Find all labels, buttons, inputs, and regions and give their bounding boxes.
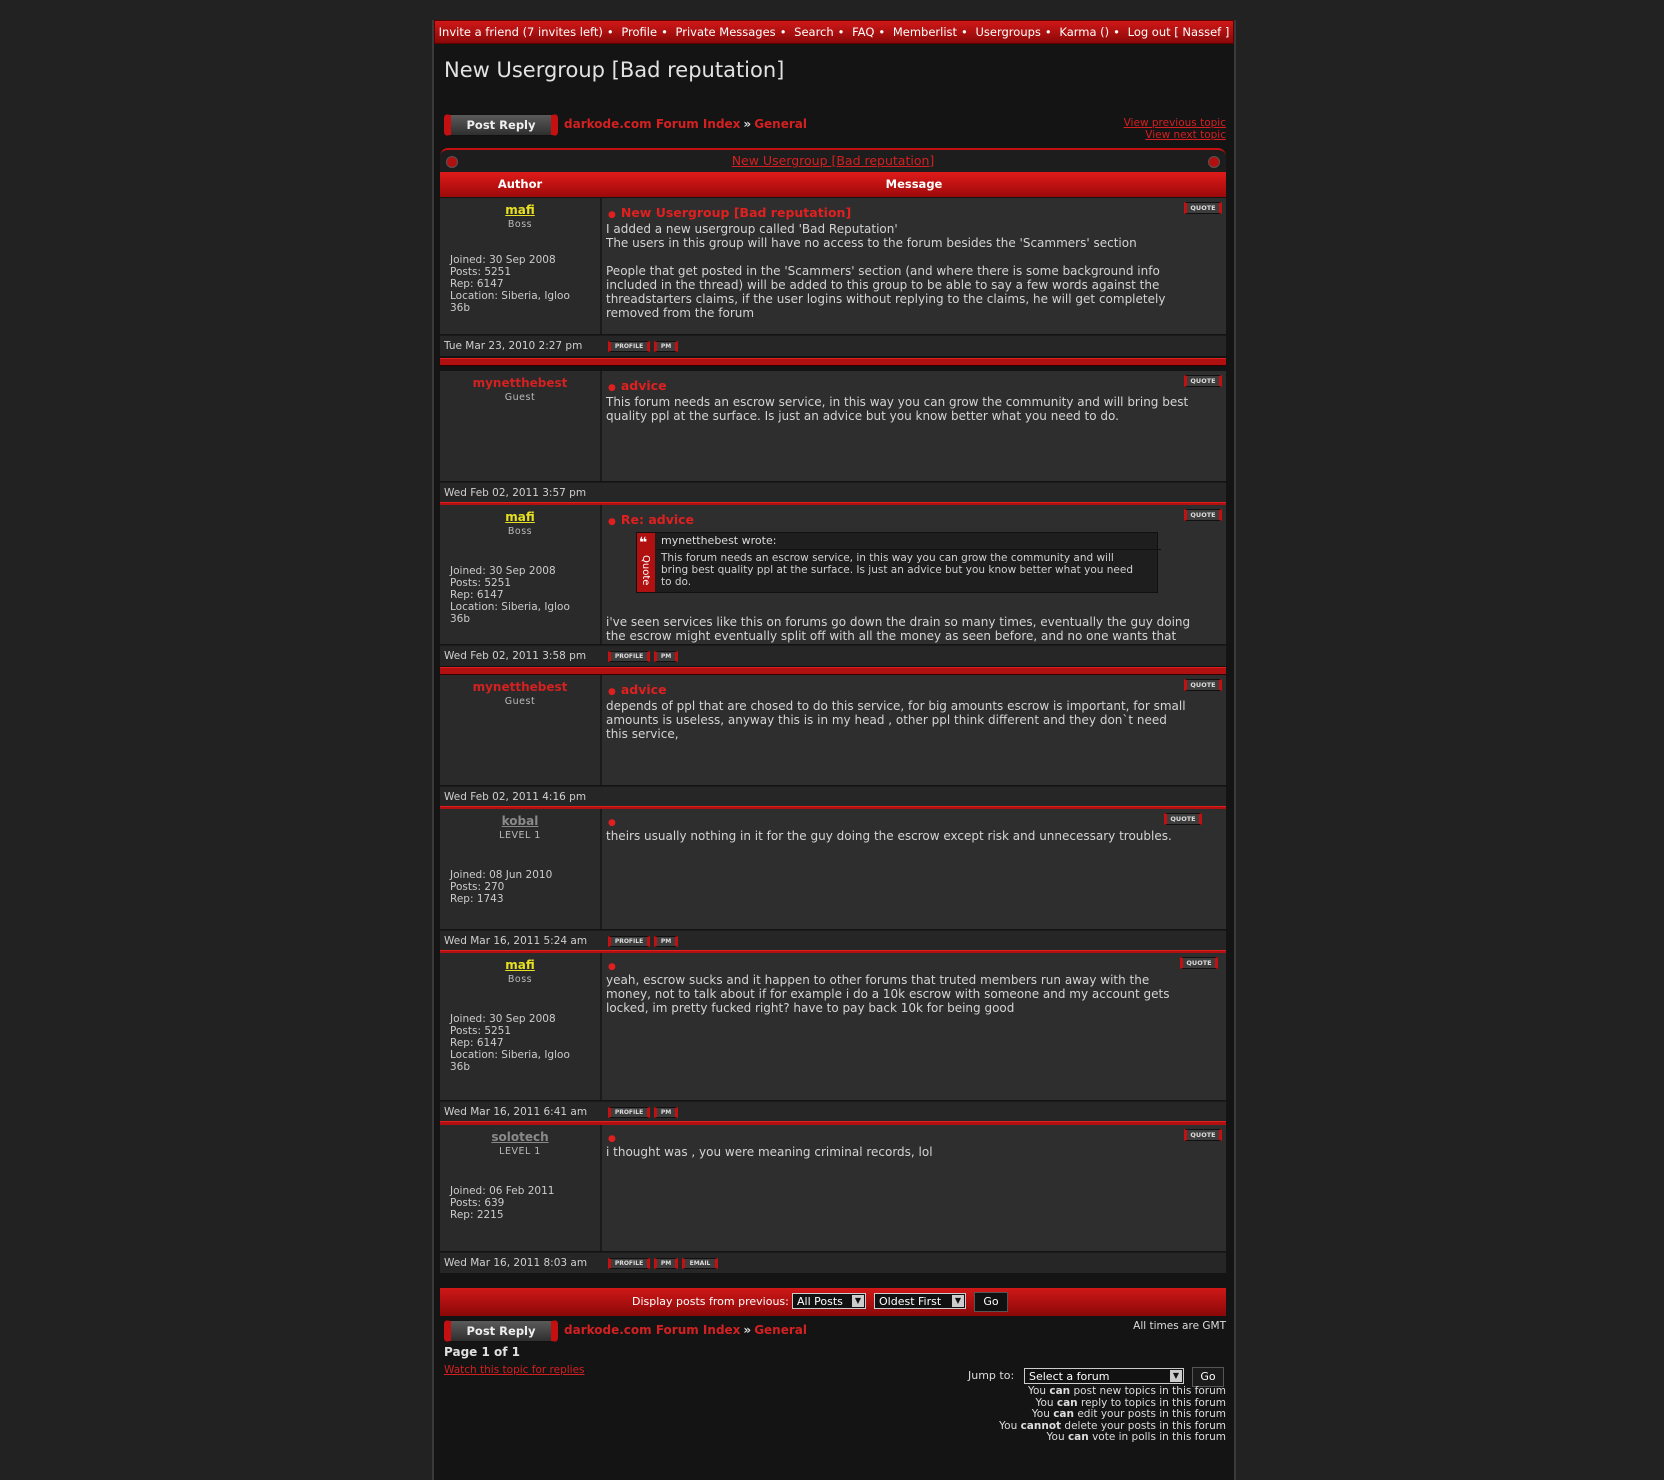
- table-header: [440, 172, 1226, 197]
- topic-header-bar: [440, 148, 1226, 172]
- pm-button[interactable]: PM: [654, 651, 678, 662]
- quote-button[interactable]: QUOTE: [1184, 1129, 1222, 1141]
- post-title: ● advice: [608, 378, 667, 393]
- post-body: yeah, escrow sucks and it happen to other forums that truted members run away with the money, not to talk about if for example i do a 10k escrow with someone and my account gets locked, im pretty fucked right? have to pay back 10k for being good: [606, 973, 1170, 1015]
- profile-button[interactable]: PROFILE: [608, 651, 650, 662]
- email-button[interactable]: EMAIL: [682, 1258, 718, 1269]
- nav-karma[interactable]: Karma (): [1059, 25, 1110, 39]
- display-range-select[interactable]: All Posts ▼: [792, 1293, 866, 1309]
- author-rank: Boss: [507, 219, 533, 230]
- author-rank: Boss: [507, 974, 533, 985]
- post-bullet-icon: ●: [608, 687, 616, 697]
- chevron-down-icon: ▼: [952, 1295, 964, 1307]
- quote-author: mynetthebest wrote:: [657, 533, 1161, 550]
- page-indicator: Page 1 of 1: [444, 1345, 520, 1359]
- author-rank: LEVEL 1: [499, 830, 541, 841]
- author-name[interactable]: mafi: [505, 958, 535, 972]
- post-bullet-icon: ●: [608, 383, 616, 393]
- profile-button[interactable]: PROFILE: [608, 1107, 650, 1118]
- page-title: New Usergroup [Bad reputation]: [444, 58, 785, 82]
- topic-title-link[interactable]: New Usergroup [Bad reputation]: [731, 153, 935, 168]
- author-rank: LEVEL 1: [499, 1146, 541, 1157]
- author-cell: [440, 953, 602, 1100]
- post-body: i've seen services like this on forums go down the drain so many times, eventually the guy doing the escrow might eventually split off with all the money as seen before, and no one wants that: [606, 615, 1191, 643]
- breadcrumb-general[interactable]: General: [754, 117, 807, 131]
- breadcrumb-forum-index[interactable]: darkode.com Forum Index: [564, 1323, 741, 1337]
- breadcrumb-bottom: [564, 1323, 807, 1337]
- post-date: Wed Mar 16, 2011 6:41 am: [444, 1106, 588, 1118]
- nav-invite[interactable]: Invite a friend (7 invites left): [438, 25, 603, 39]
- message-cell: [602, 371, 1226, 481]
- forum-container: [432, 20, 1236, 1480]
- post-bullet-icon: ●: [608, 210, 616, 220]
- post-reply-button[interactable]: Post Reply: [444, 114, 558, 136]
- post-body: This forum needs an escrow service, in this way you can grow the community and will bring best quality ppl at the surface. Is just an advice but you know better what you need to do.: [606, 395, 1189, 423]
- pm-button[interactable]: PM: [654, 1258, 678, 1269]
- display-label: Display posts from previous:: [632, 1295, 789, 1308]
- message-cell: [602, 1125, 1226, 1251]
- post-date: Wed Mar 16, 2011 8:03 am: [444, 1257, 588, 1269]
- post-footer: [440, 786, 1226, 807]
- breadcrumb-separator: »: [743, 117, 752, 131]
- watch-topic-link[interactable]: Watch this topic for replies: [444, 1364, 585, 1376]
- author-cell: [440, 505, 602, 644]
- nav-usergroups[interactable]: Usergroups: [975, 25, 1041, 39]
- permission-line: You cannot delete your posts in this forum: [999, 1419, 1226, 1432]
- topic-navigation: [1124, 117, 1226, 141]
- quote-marks-icon: ❝: [639, 535, 648, 551]
- display-options-bar: [440, 1288, 1226, 1316]
- permission-line: You can post new topics in this forum: [1027, 1385, 1226, 1397]
- post-title: ● advice: [608, 682, 667, 697]
- quote-button[interactable]: QUOTE: [1184, 375, 1222, 387]
- post-body: i thought was , you were meaning criminal records, lol: [606, 1145, 933, 1159]
- column-message: Message: [885, 177, 943, 191]
- message-cell: [602, 675, 1226, 785]
- post-row: [440, 1125, 1226, 1280]
- column-author: Author: [497, 177, 543, 191]
- author-cell: [440, 675, 602, 785]
- post-bullet-icon: ●: [608, 517, 616, 527]
- quote-block: [636, 532, 1158, 593]
- post-footer: [440, 645, 1226, 666]
- quote-button[interactable]: QUOTE: [1180, 957, 1218, 969]
- post-footer: [440, 482, 1226, 503]
- post-body: I added a new usergroup called 'Bad Reputation' The users in this group will have no access to the forum besides the 'Scammers' section People that get posted in the 'Scammers' section (and where there is some background info included in the thread) will be added to this group to be able to say a few words against the threadstarters claims, if the user logins without replying to the claims, he will get completely removed from the forum: [606, 222, 1166, 320]
- author-info: Joined: 08 Jun 2010 Posts: 270 Rep: 1743: [450, 869, 553, 905]
- nav-faq[interactable]: FAQ: [852, 25, 875, 39]
- pm-button[interactable]: PM: [654, 936, 678, 947]
- jump-go-button[interactable]: Go: [1192, 1367, 1224, 1387]
- post-separator: [440, 358, 1226, 366]
- post-date: Wed Feb 02, 2011 3:58 pm: [444, 650, 587, 662]
- post-footer: [440, 930, 1226, 951]
- permission-line: You can edit your posts in this forum: [1031, 1408, 1226, 1420]
- quote-text: This forum needs an escrow service, in this way you can grow the community and will bring best quality ppl at the surface. Is just an advice but you know better what you need to do.: [661, 552, 1133, 588]
- view-previous-topic-link[interactable]: View previous topic: [1123, 117, 1226, 129]
- breadcrumb-general[interactable]: General: [754, 1323, 807, 1337]
- author-name: mynetthebest: [472, 376, 568, 390]
- post-footer: [440, 1252, 1226, 1273]
- timezone-note: All times are GMT: [1133, 1320, 1226, 1332]
- post-bullet-icon: ●: [608, 1134, 616, 1144]
- chevron-down-icon: ▼: [852, 1295, 864, 1307]
- display-order-select[interactable]: Oldest First ▼: [874, 1293, 966, 1309]
- permission-line: You can vote in polls in this forum: [1046, 1431, 1226, 1443]
- view-next-topic-link[interactable]: View next topic: [1145, 129, 1226, 141]
- breadcrumb-separator: »: [743, 1323, 752, 1337]
- post-date: Wed Feb 02, 2011 3:57 pm: [444, 487, 587, 499]
- header-right-dot-icon: [1208, 156, 1220, 168]
- nav-search[interactable]: Search: [794, 25, 834, 39]
- post-row: [440, 953, 1226, 1126]
- profile-button[interactable]: PROFILE: [608, 1258, 650, 1269]
- profile-button[interactable]: PROFILE: [608, 341, 650, 352]
- author-cell: [440, 809, 602, 929]
- post-title: ● New Usergroup [Bad reputation]: [608, 205, 852, 220]
- quote-strip: [637, 533, 655, 592]
- profile-button[interactable]: PROFILE: [608, 936, 650, 947]
- author-name[interactable]: mafi: [505, 510, 535, 524]
- post-row: [440, 505, 1226, 676]
- chevron-down-icon: ▼: [1170, 1370, 1182, 1382]
- post-row: [440, 198, 1226, 373]
- author-rank: Boss: [507, 526, 533, 537]
- nav-private-messages[interactable]: Private Messages: [675, 25, 776, 39]
- message-cell: [602, 505, 1226, 644]
- display-go-button[interactable]: Go: [974, 1292, 1008, 1312]
- author-rank: Guest: [504, 392, 536, 403]
- author-cell: [440, 371, 602, 481]
- post-date: Wed Mar 16, 2011 5:24 am: [444, 935, 588, 947]
- message-cell: [602, 198, 1226, 334]
- jump-to-label: Jump to:: [968, 1369, 1015, 1382]
- author-info: Joined: 06 Feb 2011 Posts: 639 Rep: 2215: [450, 1185, 555, 1221]
- post-footer: [440, 1101, 1226, 1122]
- pm-button[interactable]: PM: [654, 341, 678, 352]
- post-reply-button-bottom[interactable]: Post Reply: [444, 1320, 558, 1342]
- post-title: ● Re: advice: [608, 512, 695, 527]
- quote-vertical-label: Quote: [640, 555, 651, 586]
- author-rank: Guest: [504, 696, 536, 707]
- author-info: Joined: 30 Sep 2008 Posts: 5251 Rep: 6147 Location: Siberia, Igloo 36b: [450, 1013, 570, 1073]
- post-bullet-icon: ●: [608, 818, 616, 828]
- message-cell: [602, 809, 1226, 929]
- permissions-list: [999, 1386, 1226, 1444]
- breadcrumb: [564, 117, 807, 131]
- author-info: Joined: 30 Sep 2008 Posts: 5251 Rep: 6147 Location: Siberia, Igloo 36b: [450, 565, 570, 625]
- author-cell: [440, 1125, 602, 1251]
- message-cell: [602, 953, 1226, 1100]
- post-date: Wed Feb 02, 2011 4:16 pm: [444, 791, 587, 803]
- quote-button[interactable]: QUOTE: [1184, 679, 1222, 691]
- post-row: [440, 371, 1226, 506]
- post-title: [608, 813, 621, 828]
- post-body: theirs usually nothing in it for the guy doing the escrow except risk and unnecessary troubles.: [606, 829, 1172, 843]
- post-footer: [440, 335, 1226, 356]
- jump-to-select[interactable]: Select a forum ▼: [1024, 1368, 1184, 1384]
- author-name[interactable]: solotech: [491, 1130, 549, 1144]
- quote-button[interactable]: QUOTE: [1184, 509, 1222, 521]
- nav-memberlist[interactable]: Memberlist: [892, 25, 958, 39]
- post-title: [608, 1129, 621, 1144]
- post-date: Tue Mar 23, 2010 2:27 pm: [444, 340, 583, 352]
- quote-button[interactable]: QUOTE: [1164, 813, 1202, 825]
- post-row: [440, 675, 1226, 810]
- post-bullet-icon: ●: [608, 962, 616, 972]
- author-cell: [440, 198, 602, 334]
- breadcrumb-forum-index[interactable]: darkode.com Forum Index: [564, 117, 741, 131]
- quote-button[interactable]: QUOTE: [1184, 202, 1222, 214]
- post-separator: [440, 667, 1226, 675]
- nav-profile[interactable]: Profile: [621, 25, 658, 39]
- top-navigation: Invite a friend (7 invites left) • Profile • Private Messages • Search • FAQ • Memberlist • Usergroups • Karma () • Log out [ Nassef ]: [434, 20, 1234, 44]
- author-name: mynetthebest: [472, 680, 568, 694]
- header-left-dot-icon: [446, 156, 458, 168]
- nav-logout[interactable]: Log out [ Nassef ]: [1127, 25, 1230, 39]
- pm-button[interactable]: PM: [654, 1107, 678, 1118]
- author-info: Joined: 30 Sep 2008 Posts: 5251 Rep: 6147 Location: Siberia, Igloo 36b: [450, 254, 570, 314]
- post-row: [440, 809, 1226, 954]
- permission-line: You can reply to topics in this forum: [1035, 1396, 1226, 1409]
- post-title: [608, 957, 621, 972]
- author-name[interactable]: kobal: [501, 814, 539, 828]
- post-body: depends of ppl that are chosed to do this service, for big amounts escrow is important, for small amounts is useless, anyway this is in my head , other ppl think different and they don`t need this service,: [606, 699, 1186, 741]
- author-name[interactable]: mafi: [505, 203, 535, 217]
